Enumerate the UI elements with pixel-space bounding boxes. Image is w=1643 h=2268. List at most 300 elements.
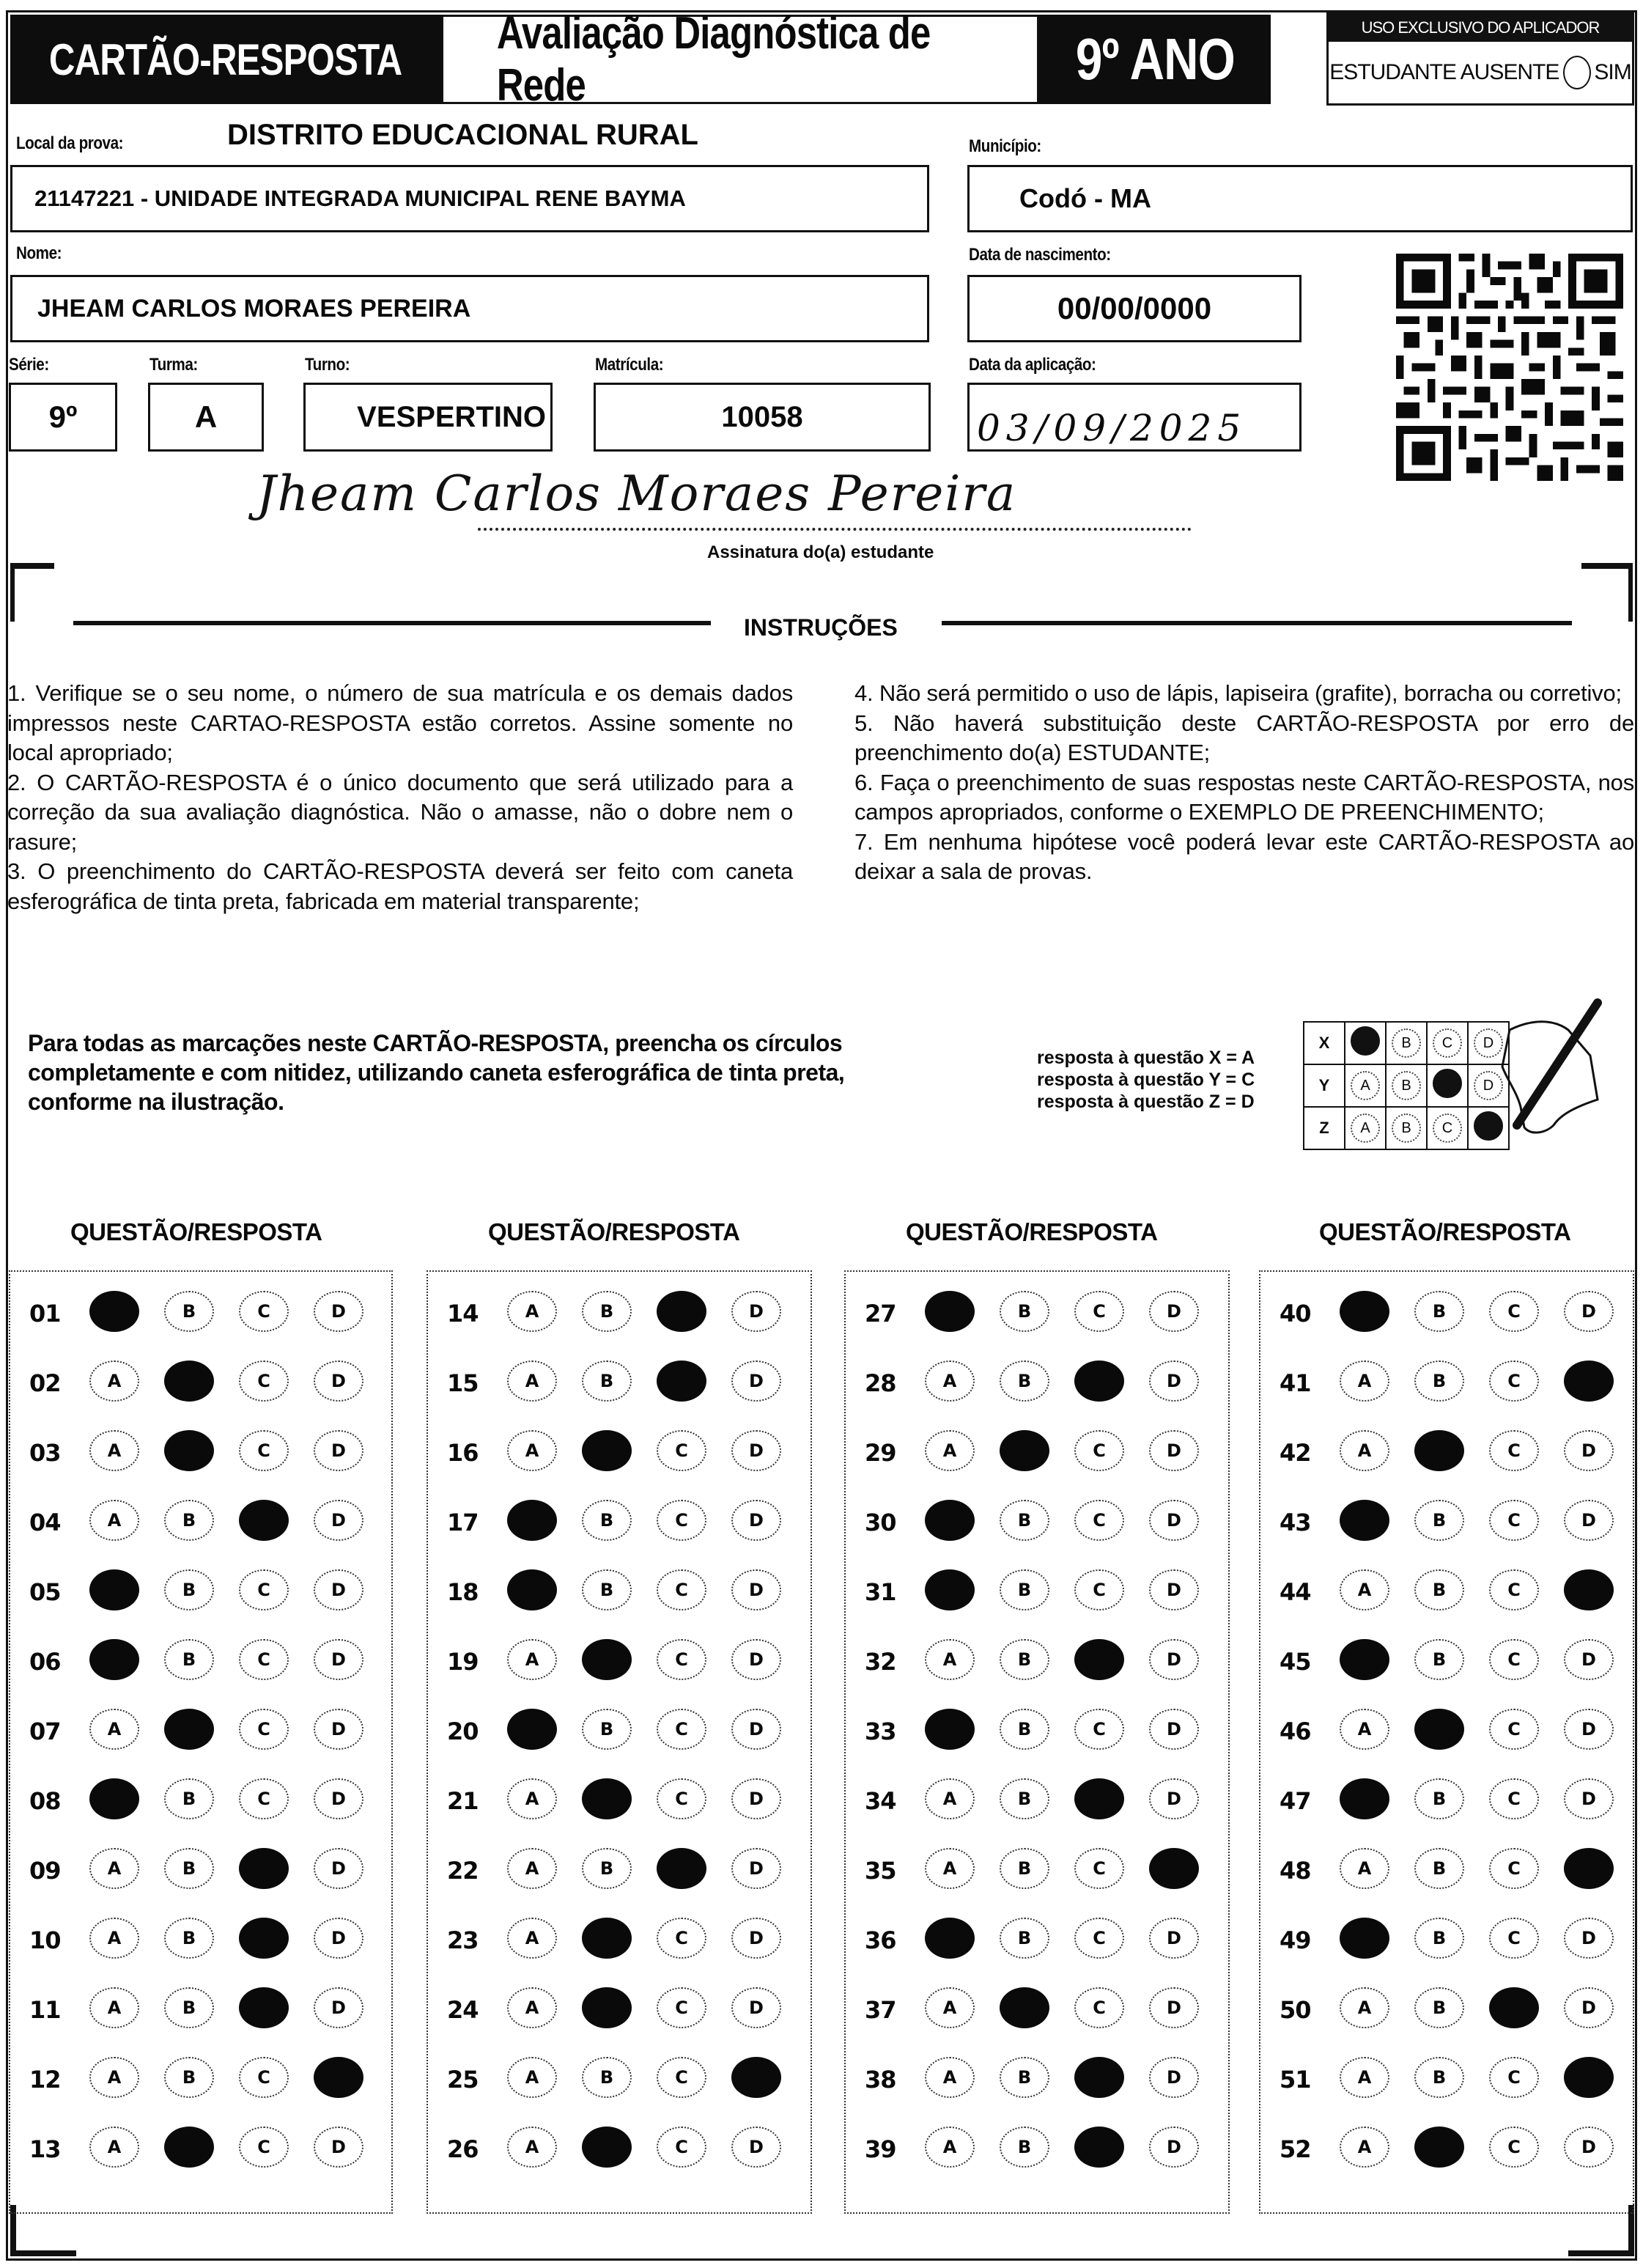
turma-label: Turma:: [149, 355, 198, 375]
answer-bubble-d[interactable]: D: [1149, 1778, 1199, 1819]
answer-bubble-b[interactable]: B: [1000, 1361, 1049, 1402]
answer-bubble-c[interactable]: C: [1489, 2057, 1539, 2098]
answer-bubble-a[interactable]: A: [1340, 1848, 1389, 1889]
answer-bubble-c[interactable]: [1074, 1361, 1124, 1402]
answer-bubble-a[interactable]: [89, 1291, 139, 1332]
answer-bubble-b[interactable]: B: [1414, 1361, 1464, 1402]
answer-bubble-b[interactable]: B: [1000, 1569, 1049, 1610]
answer-bubble-d[interactable]: D: [731, 1430, 781, 1471]
question-row: [1260, 2057, 1633, 2101]
question-row: [10, 1500, 391, 1544]
question-number: 02: [29, 1369, 61, 1397]
signature-label: Assinatura do(a) estudante: [707, 542, 934, 562]
answer-bubble-b[interactable]: B: [164, 1848, 214, 1889]
answer-bubble-a[interactable]: A: [89, 1500, 139, 1541]
answer-bubble-a[interactable]: A: [89, 1987, 139, 2028]
question-row: [10, 1987, 391, 2031]
answer-bubble-a[interactable]: [1340, 1639, 1389, 1680]
municipio-field[interactable]: Codó - MA: [967, 165, 1633, 232]
question-row: [10, 1569, 391, 1613]
column-heading: QUESTÃO/RESPOSTA: [488, 1218, 740, 1245]
answer-bubble-b[interactable]: B: [1000, 2057, 1049, 2098]
answer-bubble-a[interactable]: [925, 1569, 975, 1610]
answer-bubble-a[interactable]: A: [1340, 1709, 1389, 1750]
hand-pen-icon: [1488, 997, 1605, 1144]
answer-bubble-b[interactable]: B: [164, 1569, 214, 1610]
question-row: [428, 1430, 811, 1474]
local-field[interactable]: 21147221 - UNIDADE INTEGRADA MUNICIPAL RENE BAYMA: [10, 165, 929, 232]
answer-bubble-d[interactable]: D: [1564, 1500, 1614, 1541]
question-number: 42: [1280, 1439, 1311, 1467]
answer-bubble-d[interactable]: D: [731, 1709, 781, 1750]
answer-bubble-a[interactable]: A: [507, 1918, 557, 1959]
answer-bubble-b[interactable]: [164, 1361, 214, 1402]
answer-bubble-b[interactable]: [582, 1639, 632, 1680]
answer-bubble-c[interactable]: C: [1489, 1291, 1539, 1332]
answer-bubble-c[interactable]: [239, 1500, 289, 1541]
nome-field[interactable]: JHEAM CARLOS MORAES PEREIRA: [10, 275, 929, 342]
answer-bubble-d[interactable]: [1564, 1361, 1614, 1402]
answer-bubble-b[interactable]: B: [1414, 1987, 1464, 2028]
answer-bubble-c[interactable]: C: [1074, 1987, 1124, 2028]
answer-bubble-a[interactable]: [89, 1639, 139, 1680]
aplicacao-field[interactable]: 03/09/2025: [967, 383, 1302, 452]
answer-bubble-c[interactable]: C: [1489, 1361, 1539, 1402]
answer-bubble-a[interactable]: A: [89, 1361, 139, 1402]
absent-label: ESTUDANTE AUSENTE: [1329, 60, 1559, 84]
answer-bubble-a[interactable]: A: [507, 1639, 557, 1680]
answer-bubble-b[interactable]: B: [1414, 1500, 1464, 1541]
question-number: 17: [447, 1509, 479, 1536]
answer-bubble-a[interactable]: A: [507, 1291, 557, 1332]
answer-bubble-c[interactable]: C: [1489, 1639, 1539, 1680]
question-row: [428, 1848, 811, 1892]
question-row: [846, 1848, 1228, 1892]
answer-bubble-a[interactable]: A: [925, 1639, 975, 1680]
question-row: [10, 1778, 391, 1822]
marking-note: Para todas as marcações neste CARTÃO-RESPOSTA, preencha os círculos completamente e com nitidez, utilizando caneta esferográfica de tinta preta, conforme na ilustração.: [28, 1030, 845, 1115]
question-number: 11: [29, 1996, 61, 2024]
question-number: 09: [29, 1857, 61, 1885]
answer-bubble-d[interactable]: D: [314, 1639, 363, 1680]
answer-bubble-d[interactable]: D: [1564, 1778, 1614, 1819]
answer-bubble-a[interactable]: [925, 1500, 975, 1541]
question-row: [1260, 2127, 1633, 2171]
answer-bubble-c[interactable]: C: [239, 1430, 289, 1471]
question-number: 40: [1280, 1300, 1311, 1328]
answer-bubble-a[interactable]: A: [925, 1848, 975, 1889]
answer-bubble-c[interactable]: C: [239, 1361, 289, 1402]
question-row: [846, 2127, 1228, 2171]
question-row: [428, 1361, 811, 1404]
answer-bubble-c[interactable]: [1074, 1778, 1124, 1819]
answer-bubble-b[interactable]: B: [582, 1848, 632, 1889]
answer-bubble-d[interactable]: D: [314, 1987, 363, 2028]
answer-bubble-a[interactable]: A: [507, 1361, 557, 1402]
instruction-item: 5. Não haverá substituição deste CARTÃO-RESPOSTA por erro de preenchimento do(a) ESTUDANTE;: [854, 710, 1634, 765]
answer-bubble-b[interactable]: [582, 1430, 632, 1471]
column-heading: QUESTÃO/RESPOSTA: [70, 1218, 322, 1245]
question-row: [1260, 1848, 1633, 1892]
answer-bubble-c[interactable]: [239, 1848, 289, 1889]
answer-bubble-b[interactable]: B: [1000, 1918, 1049, 1959]
answer-bubble-a[interactable]: A: [1340, 1987, 1389, 2028]
answer-bubble-b[interactable]: B: [164, 1987, 214, 2028]
answer-bubble-c[interactable]: C: [1074, 1709, 1124, 1750]
answer-bubble-b[interactable]: B: [1000, 1291, 1049, 1332]
answer-bubble-d[interactable]: D: [1564, 1918, 1614, 1959]
example-cell: [1345, 1064, 1386, 1107]
question-number: 52: [1280, 2135, 1311, 2163]
answer-bubble-b[interactable]: B: [1414, 1569, 1464, 1610]
answer-bubble-b[interactable]: B: [582, 1291, 632, 1332]
answer-bubble-d[interactable]: D: [731, 1361, 781, 1402]
answer-bubble-a[interactable]: A: [507, 1848, 557, 1889]
answer-bubble-d[interactable]: D: [1564, 2127, 1614, 2168]
answer-bubble-c[interactable]: C: [1074, 1848, 1124, 1889]
answer-bubble-c[interactable]: C: [1074, 1918, 1124, 1959]
answer-bubble-d[interactable]: [731, 2057, 781, 2098]
answer-bubble-a[interactable]: [1340, 1291, 1389, 1332]
answer-bubble-a[interactable]: A: [925, 1430, 975, 1471]
answer-bubble-d[interactable]: D: [1149, 2057, 1199, 2098]
answer-bubble-d[interactable]: D: [731, 1778, 781, 1819]
exam-name: Avaliação Diagnóstica de Rede: [441, 15, 1039, 104]
question-row: [846, 1987, 1228, 2031]
student-signature: Jheam Carlos Moraes Pereira: [256, 465, 1017, 522]
answer-bubble-b[interactable]: B: [582, 1569, 632, 1610]
answer-bubble-a[interactable]: A: [925, 1987, 975, 2028]
question-number: 06: [29, 1648, 61, 1676]
example-bubble-b: B: [1392, 1071, 1421, 1100]
answer-bubble-b[interactable]: B: [1414, 1918, 1464, 1959]
question-row: [428, 1569, 811, 1613]
answer-bubble-b[interactable]: B: [1414, 1848, 1464, 1889]
answer-bubble-a[interactable]: A: [507, 1430, 557, 1471]
serie-field[interactable]: 9º: [9, 383, 117, 452]
answer-bubble-a[interactable]: A: [1340, 2127, 1389, 2168]
question-number: 31: [865, 1578, 896, 1606]
answer-bubble-c[interactable]: C: [657, 1778, 706, 1819]
answer-bubble-c[interactable]: C: [657, 1430, 706, 1471]
answer-bubble-d[interactable]: D: [314, 1848, 363, 1889]
answer-bubble-b[interactable]: [582, 2127, 632, 2168]
answer-bubble-b[interactable]: [582, 1987, 632, 2028]
answer-bubble-b[interactable]: [164, 2127, 214, 2168]
answer-bubble-d[interactable]: D: [1149, 1569, 1199, 1610]
answer-bubble-d[interactable]: D: [1149, 1291, 1199, 1332]
example-bubble-a: [1351, 1026, 1380, 1056]
answer-bubble-a[interactable]: A: [925, 1361, 975, 1402]
answer-bubble-d[interactable]: [1149, 1848, 1199, 1889]
answer-bubble-b[interactable]: B: [164, 1639, 214, 1680]
answer-bubble-c[interactable]: C: [239, 2127, 289, 2168]
question-number: 26: [447, 2135, 479, 2163]
answer-bubble-b[interactable]: B: [164, 1291, 214, 1332]
serie-label: Série:: [9, 355, 49, 375]
answer-bubble-a[interactable]: A: [89, 1848, 139, 1889]
answer-bubble-b[interactable]: B: [164, 1778, 214, 1819]
answer-bubble-a[interactable]: A: [1340, 1430, 1389, 1471]
answer-bubble-d[interactable]: D: [1149, 1987, 1199, 2028]
question-number: 38: [865, 2066, 896, 2094]
answer-bubble-d[interactable]: D: [731, 1500, 781, 1541]
answer-bubble-d[interactable]: [314, 2057, 363, 2098]
answer-bubble-c[interactable]: C: [657, 1569, 706, 1610]
answer-bubble-c[interactable]: C: [239, 1569, 289, 1610]
answer-bubble-c[interactable]: C: [1074, 1430, 1124, 1471]
question-row: [1260, 1639, 1633, 1683]
example-row: [1304, 1022, 1509, 1064]
answer-bubble-a[interactable]: A: [507, 1778, 557, 1819]
answer-bubble-d[interactable]: D: [731, 1569, 781, 1610]
answer-bubble-d[interactable]: D: [731, 1639, 781, 1680]
answer-bubble-d[interactable]: D: [1149, 1500, 1199, 1541]
answer-bubble-b[interactable]: B: [1414, 1778, 1464, 1819]
answer-bubble-a[interactable]: [507, 1569, 557, 1610]
question-number: 30: [865, 1509, 896, 1536]
answer-bubble-b[interactable]: B: [1000, 1639, 1049, 1680]
answer-bubble-d[interactable]: D: [314, 1778, 363, 1819]
distrito-name: DISTRITO EDUCACIONAL RURAL: [227, 119, 698, 151]
answer-bubble-d[interactable]: D: [1564, 1430, 1614, 1471]
example-cell: [1345, 1107, 1386, 1149]
answer-bubble-a[interactable]: A: [89, 2127, 139, 2168]
absent-option-label: SIM: [1594, 60, 1631, 84]
answer-bubble-c[interactable]: C: [1489, 1848, 1539, 1889]
answer-bubble-b[interactable]: B: [1000, 2127, 1049, 2168]
answer-bubble-d[interactable]: D: [1149, 2127, 1199, 2168]
answer-bubble-a[interactable]: [1340, 1918, 1389, 1959]
answer-bubble-d[interactable]: D: [1564, 1291, 1614, 1332]
question-row: [846, 1778, 1228, 1822]
answer-bubble-c[interactable]: C: [239, 1291, 289, 1332]
question-row: [846, 1291, 1228, 1335]
example-line: resposta à questão X = A: [1037, 1048, 1255, 1068]
answer-bubble-c[interactable]: C: [1489, 1778, 1539, 1819]
question-number: 49: [1280, 1926, 1311, 1954]
question-number: 16: [447, 1439, 479, 1467]
answer-bubble-c[interactable]: C: [239, 1709, 289, 1750]
answer-bubble-d[interactable]: D: [731, 1918, 781, 1959]
answer-bubble-d[interactable]: [1564, 1569, 1614, 1610]
example-row: [1304, 1064, 1509, 1107]
answer-bubble-d[interactable]: D: [1149, 1361, 1199, 1402]
answer-bubble-a[interactable]: A: [1340, 2057, 1389, 2098]
answer-bubble-b[interactable]: [1414, 2127, 1464, 2168]
answer-bubble-b[interactable]: B: [1000, 1778, 1049, 1819]
answer-bubble-d[interactable]: D: [1564, 1987, 1614, 2028]
answer-bubble-b[interactable]: B: [1414, 1639, 1464, 1680]
answer-bubble-c[interactable]: C: [657, 1918, 706, 1959]
answer-bubble-d[interactable]: D: [314, 1569, 363, 1610]
instruction-item: 6. Faça o preenchimento de suas respostas neste CARTÃO-RESPOSTA, nos campos apropriados, conforme o EXEMPLO DE PREENCHIMENTO;: [854, 769, 1634, 825]
answer-bubble-a[interactable]: A: [89, 1709, 139, 1750]
answer-bubble-b[interactable]: B: [582, 2057, 632, 2098]
answer-bubble-d[interactable]: D: [314, 1918, 363, 1959]
answer-bubble-d[interactable]: D: [314, 1430, 363, 1471]
question-number: 45: [1280, 1648, 1311, 1676]
question-row: [10, 1848, 391, 1892]
answer-bubble-c[interactable]: C: [657, 1709, 706, 1750]
answer-bubble-d[interactable]: D: [731, 1987, 781, 2028]
answer-bubble-b[interactable]: B: [582, 1500, 632, 1541]
answer-bubble-b[interactable]: [582, 1778, 632, 1819]
answer-bubble-c[interactable]: [1074, 2057, 1124, 2098]
question-row: [1260, 1778, 1633, 1822]
answer-bubble-c[interactable]: [239, 1987, 289, 2028]
answer-bubble-d[interactable]: D: [1149, 1918, 1199, 1959]
question-number: 34: [865, 1787, 896, 1815]
matricula-field[interactable]: 10058: [594, 383, 931, 452]
answer-bubble-c[interactable]: C: [1489, 1569, 1539, 1610]
answer-bubble-d[interactable]: D: [1564, 1639, 1614, 1680]
answer-bubble-a[interactable]: A: [89, 1430, 139, 1471]
answer-bubble-d[interactable]: D: [314, 1361, 363, 1402]
question-row: [428, 1709, 811, 1753]
answer-bubble-b[interactable]: [1000, 1987, 1049, 2028]
answer-bubble-b[interactable]: B: [164, 1918, 214, 1959]
question-row: [10, 1291, 391, 1335]
answer-bubble-c[interactable]: [239, 1918, 289, 1959]
answer-bubble-a[interactable]: [1340, 1778, 1389, 1819]
answer-bubble-a[interactable]: [925, 1709, 975, 1750]
answer-bubble-a[interactable]: A: [1340, 1569, 1389, 1610]
answer-bubble-b[interactable]: B: [1000, 1500, 1049, 1541]
turma-field[interactable]: A: [148, 383, 264, 452]
corner-marker-tl: [10, 563, 54, 622]
question-row: [1260, 1987, 1633, 2031]
answer-bubble-b[interactable]: B: [582, 1709, 632, 1750]
example-bubble-a: A: [1351, 1071, 1380, 1100]
answer-bubble-a[interactable]: [1340, 1500, 1389, 1541]
question-number: 20: [447, 1717, 479, 1745]
answer-bubble-c[interactable]: C: [657, 1987, 706, 2028]
signature-line[interactable]: [478, 528, 1192, 531]
answer-bubble-b[interactable]: B: [1414, 1291, 1464, 1332]
answer-bubble-c[interactable]: C: [239, 2057, 289, 2098]
answer-bubble-d[interactable]: D: [731, 2127, 781, 2168]
question-row: [10, 2057, 391, 2101]
answer-bubble-b[interactable]: B: [582, 1361, 632, 1402]
question-number: 37: [865, 1996, 896, 2024]
answer-bubble-d[interactable]: D: [1149, 1709, 1199, 1750]
answer-bubble-d[interactable]: D: [314, 1291, 363, 1332]
answer-bubble-a[interactable]: [89, 1778, 139, 1819]
example-bubble-b: B: [1392, 1113, 1421, 1143]
answer-bubble-b[interactable]: [164, 1430, 214, 1471]
answer-bubble-c[interactable]: [1074, 1639, 1124, 1680]
answer-bubble-c[interactable]: C: [1074, 1569, 1124, 1610]
answer-bubble-b[interactable]: B: [1000, 1709, 1049, 1750]
answer-bubble-c[interactable]: C: [239, 1639, 289, 1680]
answer-bubble-d[interactable]: D: [314, 2127, 363, 2168]
answer-bubble-d[interactable]: D: [1149, 1430, 1199, 1471]
nascimento-label: Data de nascimento:: [969, 245, 1111, 265]
question-number: 47: [1280, 1787, 1311, 1815]
question-number: 24: [447, 1996, 479, 2024]
municipio-label: Município:: [969, 136, 1041, 156]
answer-bubble-a[interactable]: [925, 1291, 975, 1332]
answer-bubble-c[interactable]: [1074, 2127, 1124, 2168]
answer-bubble-b[interactable]: [164, 1709, 214, 1750]
answer-bubble-b[interactable]: B: [1000, 1848, 1049, 1889]
answer-bubble-a[interactable]: A: [925, 2127, 975, 2168]
answer-bubble-b[interactable]: [1000, 1430, 1049, 1471]
answer-bubble-c[interactable]: [657, 1291, 706, 1332]
question-number: 29: [865, 1439, 896, 1467]
answer-bubble-d[interactable]: [1564, 2057, 1614, 2098]
question-row: [846, 1918, 1228, 1962]
answer-bubble-a[interactable]: A: [925, 1778, 975, 1819]
answer-bubble-d[interactable]: D: [731, 1848, 781, 1889]
answer-bubble-a[interactable]: [89, 1569, 139, 1610]
answer-bubble-c[interactable]: C: [1489, 1500, 1539, 1541]
column-heading: QUESTÃO/RESPOSTA: [1319, 1218, 1571, 1245]
answer-bubble-a[interactable]: A: [1340, 1361, 1389, 1402]
example-line: resposta à questão Z = D: [1037, 1091, 1255, 1112]
answer-bubble-c[interactable]: [1489, 1987, 1539, 2028]
answer-bubble-c[interactable]: C: [1074, 1291, 1124, 1332]
answer-bubble-a[interactable]: A: [507, 1987, 557, 2028]
answer-bubble-a[interactable]: [925, 1918, 975, 1959]
answer-bubble-d[interactable]: D: [314, 1709, 363, 1750]
answer-bubble-d[interactable]: [1564, 1848, 1614, 1889]
example-cell: [1427, 1064, 1468, 1107]
answer-bubble-b[interactable]: [1414, 1430, 1464, 1471]
answer-bubble-c[interactable]: [657, 1848, 706, 1889]
answer-bubble-c[interactable]: C: [657, 2057, 706, 2098]
answer-bubble-c[interactable]: C: [1074, 1500, 1124, 1541]
answer-bubble-c[interactable]: C: [657, 1500, 706, 1541]
answer-bubble-c[interactable]: [657, 1361, 706, 1402]
column-heading: QUESTÃO/RESPOSTA: [906, 1218, 1158, 1245]
answer-bubble-d[interactable]: D: [1149, 1639, 1199, 1680]
answer-bubble-c[interactable]: C: [1489, 1709, 1539, 1750]
absent-checkbox[interactable]: [1563, 56, 1591, 89]
question-row: [1260, 1291, 1633, 1335]
question-row: [10, 1430, 391, 1474]
answer-bubble-b[interactable]: B: [164, 2057, 214, 2098]
answer-bubble-b[interactable]: [582, 1918, 632, 1959]
answer-bubble-c[interactable]: C: [1489, 1918, 1539, 1959]
answer-bubble-c[interactable]: C: [239, 1778, 289, 1819]
answer-bubble-c[interactable]: C: [1489, 2127, 1539, 2168]
answer-bubble-b[interactable]: [1414, 1709, 1464, 1750]
example-line: resposta à questão Y = C: [1037, 1069, 1255, 1090]
answer-bubble-a[interactable]: A: [507, 2057, 557, 2098]
answer-bubble-a[interactable]: [507, 1500, 557, 1541]
answer-bubble-d[interactable]: D: [314, 1500, 363, 1541]
answer-bubble-a[interactable]: A: [89, 1918, 139, 1959]
question-row: [428, 1778, 811, 1822]
answer-bubble-d[interactable]: D: [1564, 1709, 1614, 1750]
answer-bubble-c[interactable]: C: [657, 1639, 706, 1680]
answer-bubble-b[interactable]: B: [1414, 2057, 1464, 2098]
answer-bubble-a[interactable]: A: [89, 2057, 139, 2098]
answer-bubble-d[interactable]: D: [731, 1291, 781, 1332]
example-bubble-c: C: [1433, 1028, 1462, 1058]
answer-bubble-a[interactable]: A: [507, 2127, 557, 2168]
answer-bubble-c[interactable]: C: [1489, 1430, 1539, 1471]
answer-bubble-b[interactable]: B: [164, 1500, 214, 1541]
turno-field[interactable]: VESPERTINO: [303, 383, 553, 452]
answer-bubble-a[interactable]: A: [925, 2057, 975, 2098]
nascimento-field[interactable]: 00/00/0000: [967, 275, 1302, 342]
answer-bubble-a[interactable]: [507, 1709, 557, 1750]
answer-bubble-c[interactable]: C: [657, 2127, 706, 2168]
example-bubble-c: [1433, 1069, 1462, 1098]
